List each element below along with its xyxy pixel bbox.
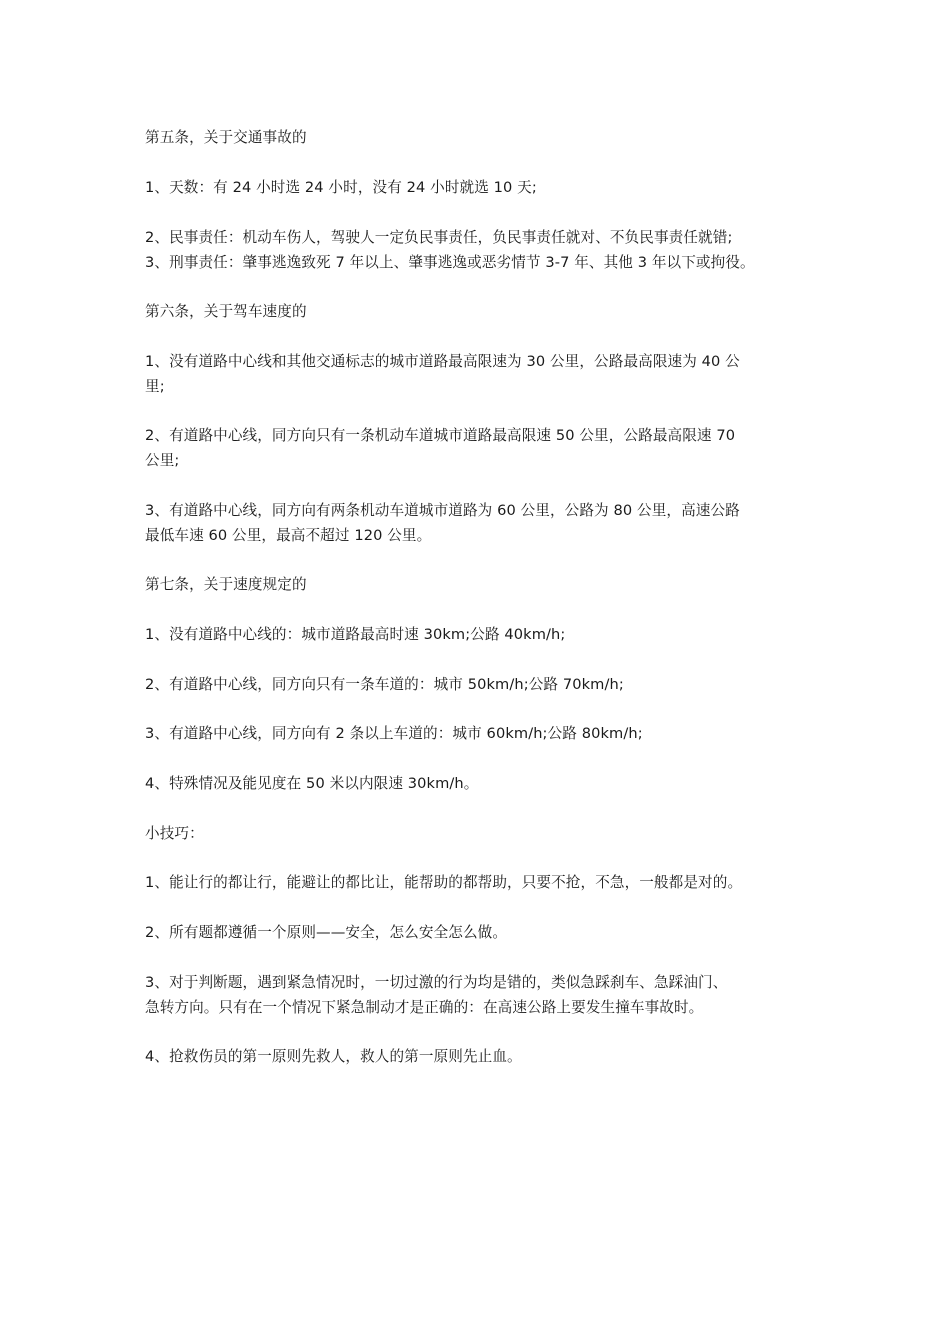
- tips-item-3-line1: 3、对于判断题，遇到紧急情况时，一切过激的行为均是错的，类似急踩刹车、急踩油门、: [145, 974, 728, 991]
- section7-item-3: 3、有道路中心线，同方向有 2 条以上车道的：城市 60km/h;公路 80km/h;: [145, 725, 643, 742]
- section7-item-1: 1、没有道路中心线的：城市道路最高时速 30km;公路 40km/h;: [145, 626, 566, 643]
- section6-item-3-line2: 最低车速 60 公里，最高不超过 120 公里。: [145, 527, 432, 544]
- section7-item-2: 2、有道路中心线，同方向只有一条车道的：城市 50km/h;公路 70km/h;: [145, 676, 624, 693]
- section6-item-1-line2: 里;: [145, 378, 165, 395]
- section5-heading: 第五条，关于交通事故的: [145, 129, 307, 146]
- section5-item-3: 3、刑事责任：肇事逃逸致死 7 年以上、肇事逃逸或恶劣情节 3-7 年、其他 3 年以下或拘役。: [145, 254, 755, 271]
- section6-item-1-line1: 1、没有道路中心线和其他交通标志的城市道路最高限速为 30 公里，公路最高限速为 40 公: [145, 353, 740, 370]
- section7-heading: 第七条，关于速度规定的: [145, 576, 307, 593]
- tips-heading: 小技巧：: [145, 825, 204, 842]
- section7-item-4: 4、特殊情况及能见度在 50 米以内限速 30km/h。: [145, 775, 479, 792]
- section6-heading: 第六条，关于驾车速度的: [145, 303, 307, 320]
- tips-item-4: 4、抢救伤员的第一原则先救人，救人的第一原则先止血。: [145, 1048, 522, 1065]
- section6-item-2-line2: 公里;: [145, 452, 180, 469]
- tips-item-2: 2、所有题都遵循一个原则——安全，怎么安全怎么做。: [145, 924, 508, 941]
- tips-item-3-line2: 急转方向。只有在一个情况下紧急制动才是正确的：在高速公路上要发生撞车事故时。: [145, 999, 704, 1016]
- section6-item-3-line1: 3、有道路中心线，同方向有两条机动车道城市道路为 60 公里，公路为 80 公里，高速公路: [145, 502, 740, 519]
- section5-item-1: 1、天数：有 24 小时选 24 小时，没有 24 小时就选 10 天;: [145, 179, 537, 196]
- section6-item-2-line1: 2、有道路中心线，同方向只有一条机动车道城市道路最高限速 50 公里，公路最高限速 70: [145, 427, 736, 444]
- section5-item-2: 2、民事责任：机动车伤人，驾驶人一定负民事责任，负民事责任就对、不负民事责任就错;: [145, 229, 733, 246]
- tips-item-1: 1、能让行的都让行，能避让的都比让，能帮助的都帮助，只要不抢，不急，一般都是对的。: [145, 874, 743, 891]
